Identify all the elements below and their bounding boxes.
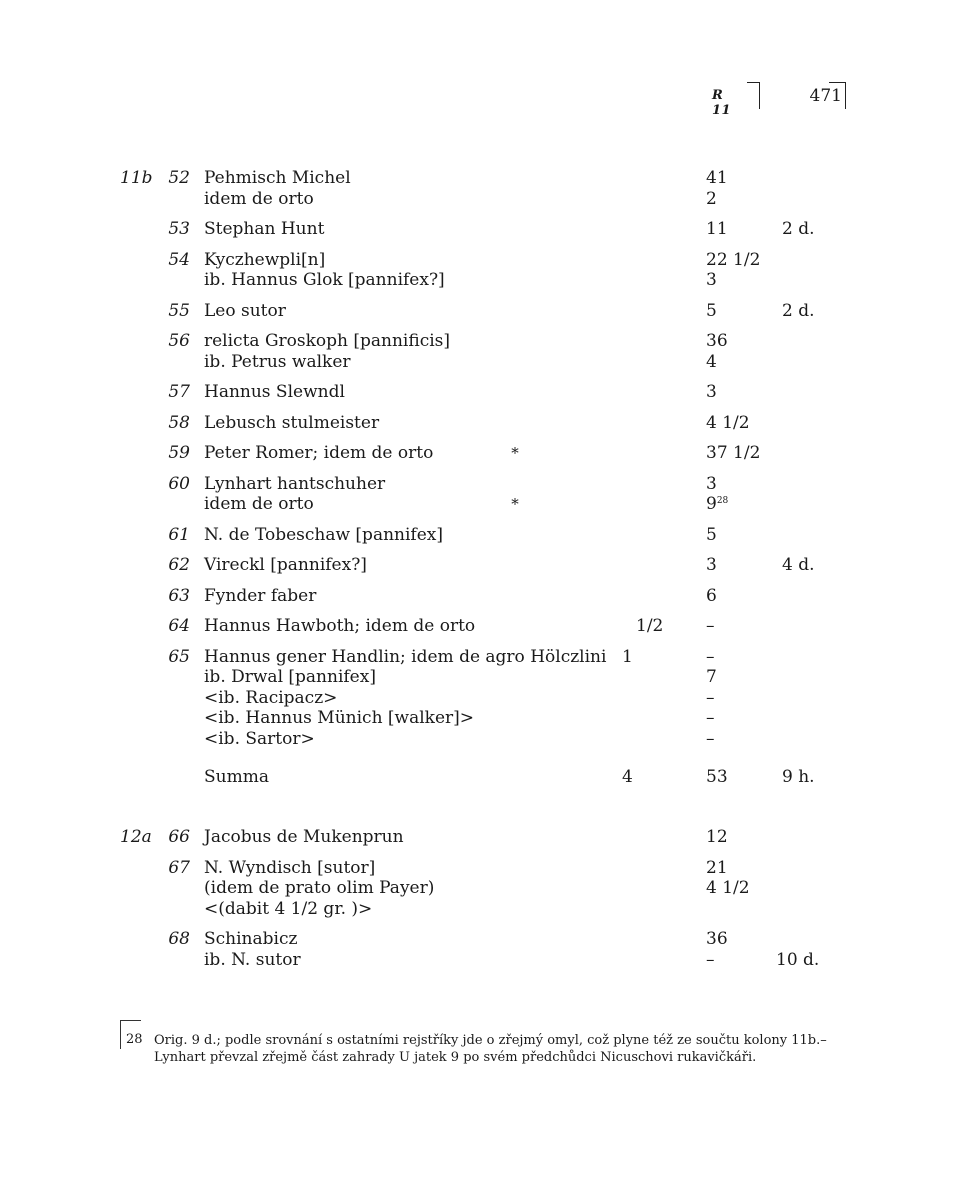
value-column-2: 37 1/2 — [706, 443, 761, 463]
entry-name: Peter Romer; idem de orto — [204, 443, 434, 463]
entry-name: Hannus gener Handlin; idem de agro Hölczlini — [204, 646, 607, 667]
entry-line — [0, 899, 960, 920]
entry-67 — [0, 858, 960, 920]
entry-name: relicta Groskoph [pannificis] — [204, 331, 451, 351]
value-column-2: 22 1/2 — [706, 249, 761, 270]
entry-55 — [0, 301, 960, 322]
value-column-2: 4 1/2 — [706, 878, 750, 898]
entry-line — [0, 443, 960, 464]
entry-66 — [0, 827, 960, 848]
entry-name: Lebusch stulmeister — [204, 412, 380, 433]
value-column-2: – — [706, 687, 715, 708]
value-column-2: 41 — [706, 168, 728, 188]
entry-name: Kyczhewpli[n] — [204, 249, 326, 270]
entry-line — [0, 827, 960, 848]
value-column-2: 3 — [706, 382, 717, 402]
entry-number: 57 — [168, 382, 190, 402]
value-column-2: 36 — [706, 331, 728, 351]
folio-label: 11b — [120, 168, 153, 188]
entry-line — [0, 331, 960, 352]
entry-name: <ib. Racipacz> — [204, 687, 338, 708]
value-column-2: 7 — [706, 667, 717, 687]
entry-52 — [0, 168, 960, 209]
entry-name: Lynhart hantschuher — [204, 473, 386, 494]
entry-name: Schinabicz — [204, 929, 298, 949]
entry-number: 66 — [168, 827, 190, 847]
value-column-2: 5 — [706, 300, 717, 321]
entry-name: ib. Hannus Glok [pannifex?] — [204, 270, 445, 290]
value-column-3: 2 d. — [782, 219, 815, 239]
entry-number: 59 — [168, 443, 190, 463]
entry-number: 58 — [168, 412, 190, 433]
running-header-page — [800, 82, 848, 110]
entry-line — [0, 413, 960, 434]
footnote-ref[interactable]: 28 — [716, 496, 729, 506]
entry-line — [0, 688, 960, 709]
entry-line — [0, 950, 960, 971]
entry-58 — [0, 413, 960, 434]
entry-line — [0, 168, 960, 189]
entry-line — [0, 301, 960, 322]
value-column-1: 1/2 — [636, 616, 664, 636]
entry-line — [0, 250, 960, 271]
entry-number: 53 — [168, 219, 190, 239]
value-column-2: – — [706, 646, 715, 667]
entry-line — [0, 858, 960, 879]
entry-line — [0, 667, 960, 688]
entry-name: Hannus Slewndl — [204, 382, 345, 402]
entry-59 — [0, 443, 960, 464]
entry-name: Fynder faber — [204, 585, 317, 606]
summa-column-1: 4 — [622, 767, 633, 787]
entry-name: N. Wyndisch [sutor] — [204, 857, 376, 878]
value-column-2: 36 — [706, 929, 728, 949]
entry-name: Stephan Hunt — [204, 219, 325, 239]
value-column-2 — [700, 494, 766, 518]
footnote-number: 28 — [126, 1032, 143, 1047]
entry-line — [0, 878, 960, 899]
asterisk-mark: * — [511, 444, 519, 462]
entry-number: 54 — [168, 249, 190, 270]
summa-column-2: 53 — [706, 767, 728, 787]
entry-name: Pehmisch Michel — [204, 168, 351, 188]
value-column-2: 3 — [706, 270, 717, 290]
entry-number: 61 — [168, 524, 190, 545]
entry-number: 55 — [168, 300, 190, 321]
entry-name: ib. Drwal [pannifex] — [204, 667, 376, 687]
entry-name: <(dabit 4 1/2 gr. )> — [204, 898, 373, 919]
entry-57 — [0, 382, 960, 403]
entry-68 — [0, 929, 960, 970]
entry-63 — [0, 586, 960, 607]
value-column-2: 3 — [706, 473, 717, 494]
entry-line — [0, 474, 960, 495]
entry-line — [0, 494, 960, 515]
page-number: 471 — [809, 86, 842, 106]
header-corner-mark — [747, 82, 760, 109]
entry-name: Jacobus de Mukenprun — [204, 827, 404, 847]
entry-name: ib. N. sutor — [204, 949, 301, 970]
entry-name: <ib. Sartor> — [204, 728, 315, 749]
value-column-2: 3 — [706, 555, 717, 575]
entry-54 — [0, 250, 960, 291]
entry-line — [0, 525, 960, 546]
value-column-2: – — [706, 949, 715, 970]
value-column-3: 10 d. — [776, 949, 820, 970]
folio-label: 12a — [120, 827, 152, 847]
entry-line — [0, 616, 960, 637]
entry-61 — [0, 525, 960, 546]
value-column-2: 6 — [706, 585, 717, 606]
asterisk-mark: * — [511, 495, 519, 513]
entry-number: 52 — [168, 168, 190, 188]
entry-line — [0, 729, 960, 750]
entry-number: 60 — [168, 473, 190, 494]
entry-name: ib. Petrus walker — [204, 351, 351, 372]
entry-62 — [0, 555, 960, 576]
entry-64 — [0, 616, 960, 637]
value-column-1: 1 — [622, 646, 633, 667]
value-column-2: 11 — [706, 219, 728, 239]
value-column-2: 12 — [706, 827, 728, 847]
entry-56 — [0, 331, 960, 372]
value-column-2: – — [706, 728, 715, 749]
entry-line — [0, 647, 960, 668]
summa-row — [0, 767, 960, 789]
entry-number: 68 — [168, 929, 190, 949]
entry-line — [0, 189, 960, 210]
entry-name: (idem de prato olim Payer) — [204, 878, 435, 898]
summa-line — [0, 767, 960, 789]
entry-number: 62 — [168, 555, 190, 575]
value-column-2: 2 — [706, 188, 717, 209]
section-label: R 11 — [712, 88, 732, 118]
entry-number: 64 — [168, 616, 190, 636]
entry-number: 65 — [168, 646, 190, 667]
summa-column-3: 9 h. — [782, 767, 815, 787]
value-column-3: 4 d. — [782, 555, 815, 575]
value-text: 9 — [706, 494, 717, 514]
page-corner-mark — [829, 82, 846, 109]
entry-line — [0, 708, 960, 729]
ledger-table — [0, 168, 960, 980]
value-column-2: 21 — [706, 857, 728, 878]
entry-number: 67 — [168, 857, 190, 878]
entry-name: Hannus Hawboth; idem de orto — [204, 616, 476, 636]
entry-line — [0, 219, 960, 240]
entry-line — [0, 352, 960, 373]
entry-line — [0, 929, 960, 950]
entry-number: 56 — [168, 331, 190, 351]
value-column-2: 4 1/2 — [706, 412, 750, 433]
summa-label: Summa — [204, 767, 269, 787]
value-column-2: – — [706, 708, 715, 728]
running-header-section — [712, 82, 762, 118]
entry-65 — [0, 647, 960, 750]
entry-name: idem de orto — [204, 494, 314, 514]
entry-name: N. de Tobeschaw [pannifex] — [204, 524, 443, 545]
entry-name: idem de orto — [204, 188, 314, 209]
entry-name: <ib. Hannus Münich [walker]> — [204, 708, 475, 728]
entry-line — [0, 555, 960, 576]
value-column-2: 5 — [706, 524, 717, 545]
entry-line — [0, 382, 960, 403]
value-column-3: 2 d. — [782, 300, 815, 321]
entry-60 — [0, 474, 960, 515]
entry-name: Leo sutor — [204, 300, 286, 321]
entry-name: Vireckl [pannifex?] — [204, 555, 367, 575]
entry-number: 63 — [168, 585, 190, 606]
footnote-text: Orig. 9 d.; podle srovnání s ostatními rejstříky jde o zřejmý omyl, což plyne též ze součtu kolony 11b.– Lynhart převzal zřejmě část zahrady U jatek 9 po svém předchůdci Nicuschovi rukavičkáři. — [154, 1033, 827, 1065]
value-column-2: 4 — [706, 351, 717, 372]
entry-line — [0, 270, 960, 291]
entry-line — [0, 586, 960, 607]
value-column-2: – — [706, 616, 715, 636]
entry-53 — [0, 219, 960, 240]
